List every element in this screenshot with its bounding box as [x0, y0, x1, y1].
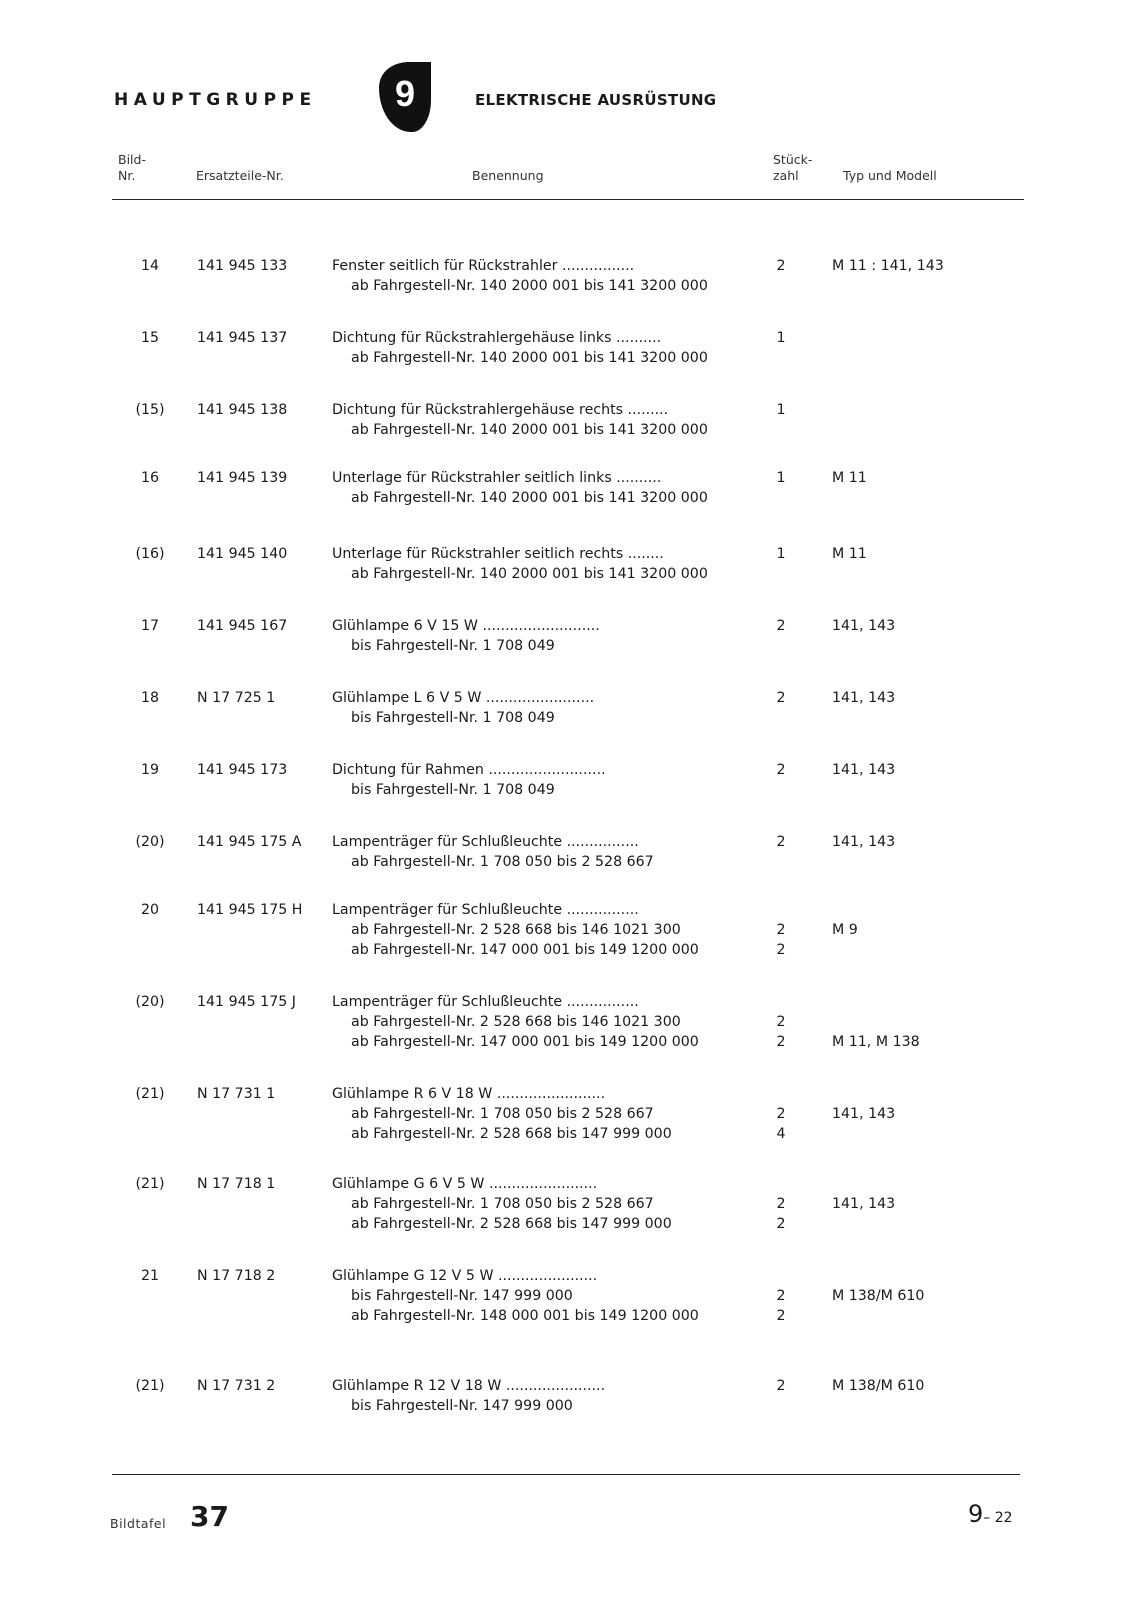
part-number: 141 945 139	[197, 470, 288, 486]
description: Glühlampe 6 V 15 W .......................... bis Fahrgestell-Nr. 1 708 049	[332, 618, 600, 654]
type-model: 141, 143	[832, 762, 896, 778]
page-number: 9– 22	[968, 1500, 1013, 1528]
footer-label: Bildtafel	[110, 1516, 167, 1531]
type-model: M 11	[832, 470, 867, 486]
part-number: 141 945 173	[197, 762, 288, 778]
description: Lampenträger für Schlußleuchte ................ ab Fahrgestell-Nr. 2 528 668 bis 146 1021 300 ab Fahrgestell-Nr. 147 000 001 bis 149 1200 000	[332, 902, 699, 958]
part-number: 141 945 133	[197, 258, 288, 274]
type-model: 141, 143	[832, 834, 896, 850]
bild-nr: 21	[140, 1268, 160, 1284]
description: Glühlampe G 6 V 5 W ........................ ab Fahrgestell-Nr. 1 708 050 bis 2 528 667 ab Fahrgestell-Nr. 2 528 668 bis 147 999 000	[332, 1176, 672, 1232]
group-number-badge-icon	[373, 60, 433, 134]
type-model: 141, 143	[832, 690, 896, 706]
bild-nr: (20)	[135, 834, 165, 850]
type-model: M 138/M 610	[832, 1288, 925, 1304]
quantity: 2 4	[776, 1106, 786, 1142]
header-rule	[112, 199, 1024, 200]
bild-nr: (16)	[135, 546, 165, 562]
bild-nr: (20)	[135, 994, 165, 1010]
part-number: 141 945 167	[197, 618, 288, 634]
quantity: 1	[776, 402, 786, 418]
bild-nr: 20	[140, 902, 160, 918]
group-number: 9	[394, 73, 416, 114]
part-number: N 17 725 1	[197, 690, 276, 706]
description: Glühlampe G 12 V 5 W ...................... bis Fahrgestell-Nr. 147 999 000 ab Fahrgestell-Nr. 148 000 001 bis 149 1200 000	[332, 1268, 699, 1324]
group-label: HAUPTGRUPPE	[114, 90, 317, 110]
quantity: 2 2	[776, 922, 786, 958]
type-model: 141, 143	[832, 1196, 896, 1212]
description: Dichtung für Rückstrahlergehäuse links .......... ab Fahrgestell-Nr. 140 2000 001 bis 141 3200 000	[332, 330, 708, 366]
quantity: 2	[776, 618, 786, 634]
part-number: 141 945 175 H	[197, 902, 303, 918]
bild-nr: 19	[140, 762, 160, 778]
quantity: 1	[776, 330, 786, 346]
type-model: M 9	[832, 922, 858, 938]
description: Dichtung für Rückstrahlergehäuse rechts ......... ab Fahrgestell-Nr. 140 2000 001 bis 141 3200 000	[332, 402, 708, 438]
bild-nr: 15	[140, 330, 160, 346]
quantity: 2 2	[776, 1196, 786, 1232]
quantity: 2	[776, 690, 786, 706]
bild-nr: (21)	[135, 1378, 165, 1394]
description: Unterlage für Rückstrahler seitlich links .......... ab Fahrgestell-Nr. 140 2000 001 bis 141 3200 000	[332, 470, 708, 506]
type-model: M 11 : 141, 143	[832, 258, 944, 274]
col-benennung: Benennung	[472, 168, 544, 183]
part-number: N 17 718 2	[197, 1268, 276, 1284]
description: Glühlampe R 12 V 18 W ...................... bis Fahrgestell-Nr. 147 999 000	[332, 1378, 606, 1414]
col-typ-modell: Typ und Modell	[843, 168, 937, 183]
part-number: N 17 731 1	[197, 1086, 276, 1102]
description: Fenster seitlich für Rückstrahler ................ ab Fahrgestell-Nr. 140 2000 001 bis 141 3200 000	[332, 258, 708, 294]
description: Glühlampe L 6 V 5 W ........................ bis Fahrgestell-Nr. 1 708 049	[332, 690, 595, 726]
part-number: 141 945 140	[197, 546, 288, 562]
part-number: N 17 731 2	[197, 1378, 276, 1394]
col-bild-nr: Bild- Nr.	[118, 152, 146, 183]
part-number: 141 945 175 A	[197, 834, 302, 850]
group-title: ELEKTRISCHE AUSRÜSTUNG	[475, 91, 717, 109]
quantity: 2	[776, 834, 786, 850]
bild-nr: 17	[140, 618, 160, 634]
plate-number: 37	[190, 1500, 229, 1533]
quantity: 2 2	[776, 1288, 786, 1324]
footer-rule	[112, 1474, 1020, 1475]
part-number: 141 945 175 J	[197, 994, 296, 1010]
col-ersatzteile-nr: Ersatzteile-Nr.	[196, 168, 284, 183]
bild-nr: 16	[140, 470, 160, 486]
bild-nr: 14	[140, 258, 160, 274]
bild-nr: (15)	[135, 402, 165, 418]
type-model: M 11	[832, 546, 867, 562]
part-number: 141 945 137	[197, 330, 288, 346]
description: Lampenträger für Schlußleuchte ................ ab Fahrgestell-Nr. 1 708 050 bis 2 528 667	[332, 834, 654, 870]
quantity: 2	[776, 1378, 786, 1394]
bild-nr: (21)	[135, 1086, 165, 1102]
description: Lampenträger für Schlußleuchte ................ ab Fahrgestell-Nr. 2 528 668 bis 146 1021 300 ab Fahrgestell-Nr. 147 000 001 bis 149 1200 000	[332, 994, 699, 1050]
quantity: 2	[776, 762, 786, 778]
quantity: 1	[776, 546, 786, 562]
col-stueckzahl: Stück- zahl	[773, 152, 813, 183]
type-model: 141, 143	[832, 1106, 896, 1122]
description: Dichtung für Rahmen .......................... bis Fahrgestell-Nr. 1 708 049	[332, 762, 606, 798]
quantity: 1	[776, 470, 786, 486]
description: Unterlage für Rückstrahler seitlich rechts ........ ab Fahrgestell-Nr. 140 2000 001 bis 141 3200 000	[332, 546, 708, 582]
quantity: 2 2	[776, 1014, 786, 1050]
type-model: M 138/M 610	[832, 1378, 925, 1394]
part-number: 141 945 138	[197, 402, 288, 418]
bild-nr: (21)	[135, 1176, 165, 1192]
type-model: M 11, M 138	[832, 1034, 920, 1050]
type-model: 141, 143	[832, 618, 896, 634]
bild-nr: 18	[140, 690, 160, 706]
quantity: 2	[776, 258, 786, 274]
part-number: N 17 718 1	[197, 1176, 276, 1192]
description: Glühlampe R 6 V 18 W ........................ ab Fahrgestell-Nr. 1 708 050 bis 2 528 667 ab Fahrgestell-Nr. 2 528 668 bis 147 999 000	[332, 1086, 672, 1142]
